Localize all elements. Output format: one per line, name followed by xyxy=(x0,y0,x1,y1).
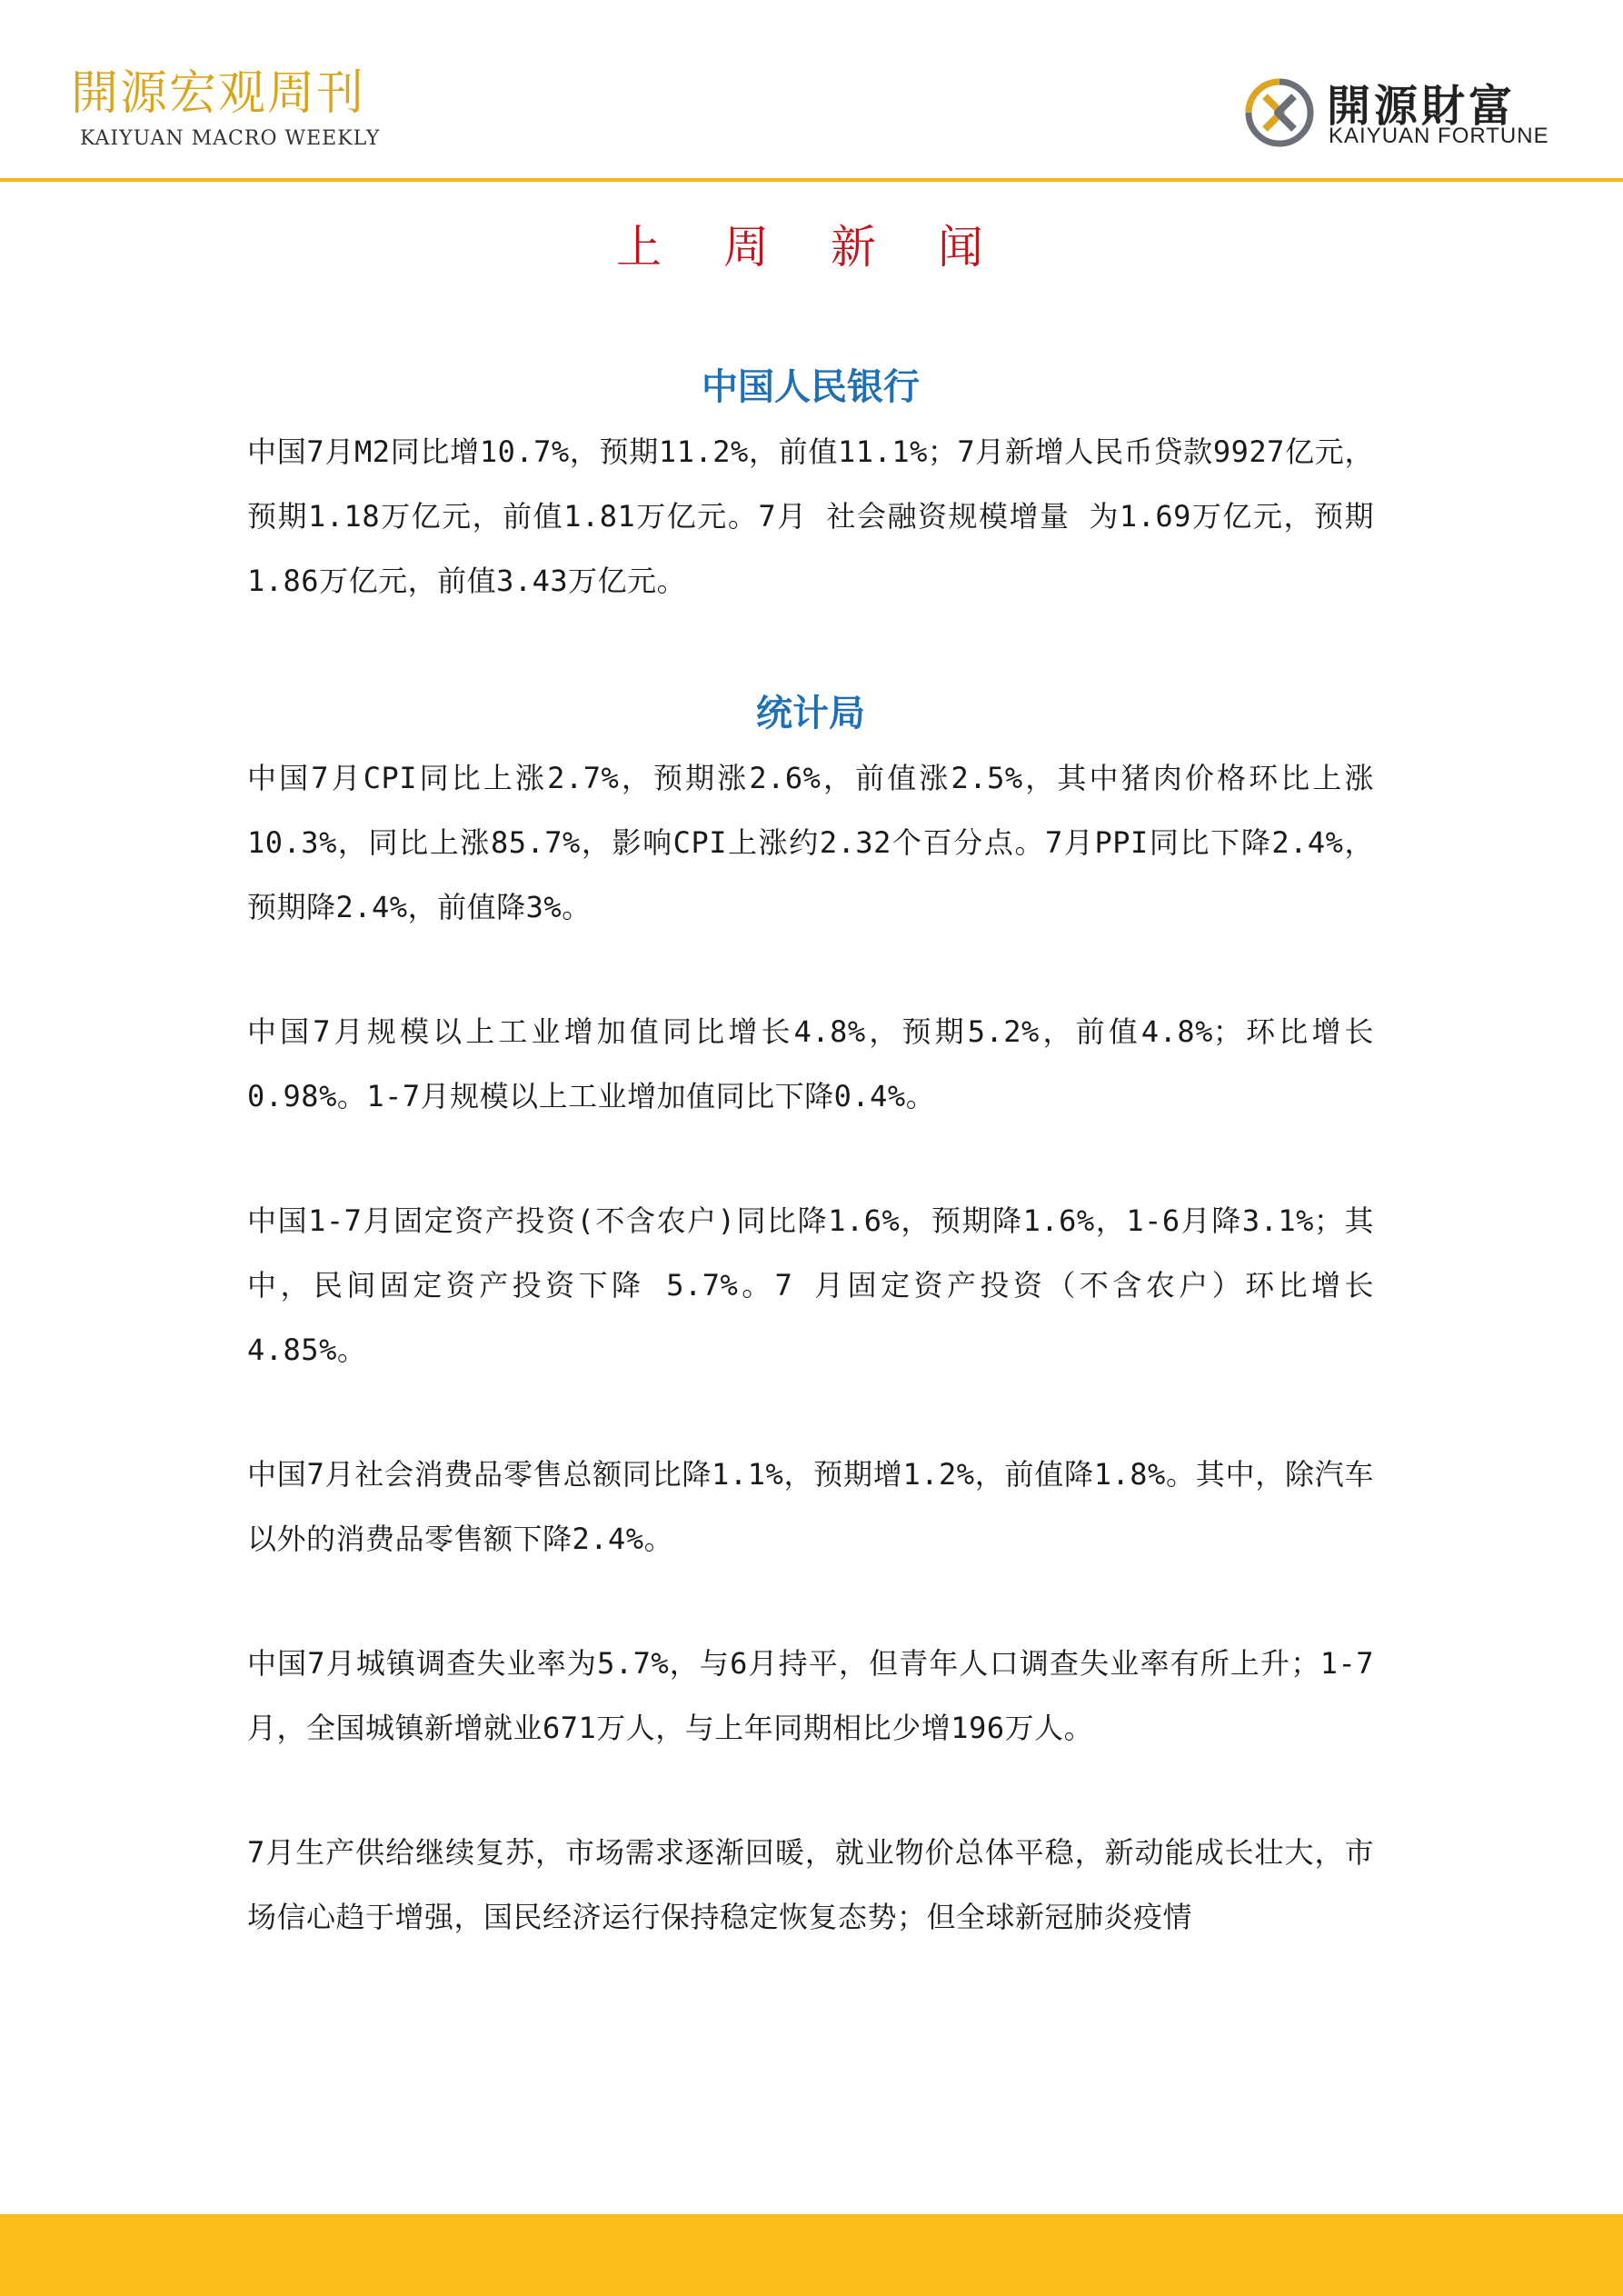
section-title-nbs: 统计局 xyxy=(756,692,865,734)
news-paragraph: 中国7月社会消费品零售总额同比降1.1%，预期增1.2%，前值降1.8%。其中，除汽车以外的消费品零售额下降2.4%。 xyxy=(247,1457,1374,1556)
brand-title: 開源宏观周刊 xyxy=(71,66,366,121)
paragraph-spacer xyxy=(247,1129,1374,1189)
logo-english-text: KAIYUAN FORTUNE xyxy=(1329,124,1549,148)
kaiyuan-logo-icon xyxy=(1243,76,1316,149)
paragraph-spacer xyxy=(247,1383,1374,1442)
footer-bar xyxy=(0,2214,1623,2296)
paragraph-spacer xyxy=(247,1761,1374,1821)
paragraph-spacer xyxy=(247,940,1374,1000)
page-title: 上 周 新 闻 xyxy=(616,221,1007,274)
news-paragraph: 中国7月M2同比增10.7%，预期11.2%，前值11.1%；7月新增人民币贷款9927亿元，预期1.18万亿元，前值1.81万亿元。7月 社会融资规模增量 为1.69万亿元，预期1.86万亿元，前值3.43万亿元。 xyxy=(247,434,1374,598)
brand-subtitle: KAIYUAN MACRO WEEKLY xyxy=(80,127,381,150)
section-title-pboc: 中国人民银行 xyxy=(702,365,920,408)
page-header xyxy=(0,0,1623,182)
news-paragraph: 中国1-7月固定资产投资(不含农户)同比降1.6%，预期降1.6%，1-6月降3.1%；其中，民间固定资产投资下降 5.7%。7 月固定资产投资（不含农户）环比增长4.85%。 xyxy=(247,1203,1374,1367)
news-paragraph: 中国7月规模以上工业增加值同比增长4.8%，预期5.2%，前值4.8%；环比增长0.98%。1-7月规模以上工业增加值同比下降0.4%。 xyxy=(247,1014,1374,1113)
news-paragraph: 中国7月CPI同比上涨2.7%，预期涨2.6%，前值涨2.5%，其中猪肉价格环比上涨10.3%，同比上涨85.7%，影响CPI上涨约2.32个百分点。7月PPI同比下降2.4%，预期降2.4%，前值降3%。 xyxy=(247,761,1374,924)
news-paragraph: 中国7月城镇调查失业率为5.7%，与6月持平，但青年人口调查失业率有所上升；1-7月，全国城镇新增就业671万人，与上年同期相比少增196万人。 xyxy=(247,1646,1374,1745)
section-spacer xyxy=(247,614,1374,681)
news-content xyxy=(247,354,1374,1950)
paragraph-spacer xyxy=(247,1572,1374,1632)
header-divider xyxy=(0,178,1623,182)
news-paragraph: 7月生产供给继续复苏，市场需求逐渐回暖，就业物价总体平稳，新动能成长壮大，市场信心趋于增强，国民经济运行保持稳定恢复态势；但全球新冠肺炎疫情 xyxy=(247,1835,1374,1934)
company-logo xyxy=(1243,69,1552,156)
logo-chinese-text: 開源財富 xyxy=(1327,81,1517,132)
